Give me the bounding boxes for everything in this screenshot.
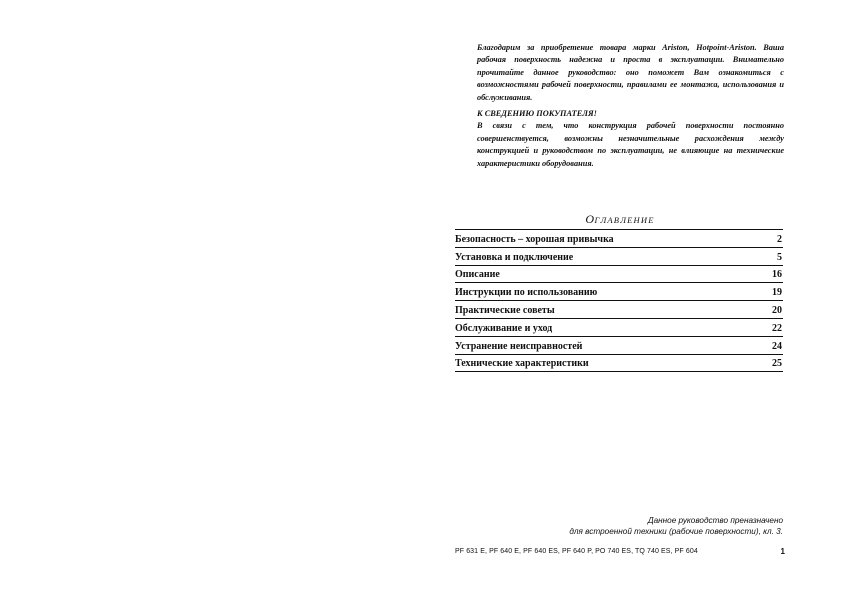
notice-title: К СВЕДЕНИЮ ПОКУПАТЕЛЯ! bbox=[477, 109, 597, 119]
toc-title bbox=[456, 212, 784, 227]
model-list: PF 631 E, PF 640 E, PF 640 ES, PF 640 P, PO 740 ES, TQ 740 ES, PF 604 bbox=[455, 548, 698, 555]
thanks-paragraph: Благодарим за приобретение товара марки Ariston, Hotpoint-Ariston. Ваша рабочая поверхность надежна и проста в эксплуатации. Внимательно прочитайте данное руководство: оно поможет Вам ознакомиться с возможностями рабочей поверхности, правилами ее монтажа, использования и обслуживания. bbox=[477, 43, 784, 102]
toc-title-first-letter: О bbox=[585, 212, 595, 226]
toc-item-page: 2 bbox=[777, 233, 782, 245]
intro-text bbox=[477, 42, 784, 170]
toc-item[interactable] bbox=[455, 301, 783, 319]
notice-paragraph: В связи с тем, что конструкция рабочей поверхности постоянно совершенствуется, возможны незначительные расхождения между конструкцией и руководством по эксплуатации, не влияющие на технические характеристики оборудования. bbox=[477, 121, 784, 168]
toc-item-page: 20 bbox=[772, 304, 782, 316]
toc-title-rest: ГЛАВЛЕНИЕ bbox=[594, 215, 655, 225]
toc-item[interactable] bbox=[455, 355, 783, 373]
toc-item-label: Практические советы bbox=[455, 304, 555, 316]
toc-item[interactable] bbox=[455, 230, 783, 248]
page-number: 1 bbox=[780, 547, 785, 556]
toc-item[interactable] bbox=[455, 266, 783, 284]
toc-item[interactable] bbox=[455, 319, 783, 337]
toc-item-page: 25 bbox=[772, 358, 782, 370]
toc-item-label: Обслуживание и уход bbox=[455, 322, 553, 334]
toc-item[interactable] bbox=[455, 248, 783, 266]
table-of-contents bbox=[455, 230, 783, 372]
toc-item-label: Установка и подключение bbox=[455, 251, 574, 263]
toc-item-label: Инструкции по использованию bbox=[455, 287, 598, 299]
toc-item-page: 22 bbox=[772, 322, 782, 334]
toc-item-page: 24 bbox=[772, 340, 782, 352]
footer-note-line: для встроенной техники (рабочие поверхности), кл. 3. bbox=[569, 527, 783, 536]
toc-item-page: 16 bbox=[772, 269, 782, 281]
footer-note bbox=[520, 515, 783, 537]
toc-item-page: 19 bbox=[772, 287, 782, 299]
toc-item-label: Описание bbox=[455, 269, 500, 281]
toc-item[interactable] bbox=[455, 283, 783, 301]
footer-note-line: Данное руководство преназначено bbox=[647, 516, 783, 525]
toc-item-label: Безопасность – хорошая привычка bbox=[455, 233, 614, 245]
toc-item-label: Устранение неисправностей bbox=[455, 340, 583, 352]
toc-item-page: 5 bbox=[777, 251, 782, 263]
toc-item[interactable] bbox=[455, 337, 783, 355]
toc-item-label: Технические характеристики bbox=[455, 358, 589, 370]
